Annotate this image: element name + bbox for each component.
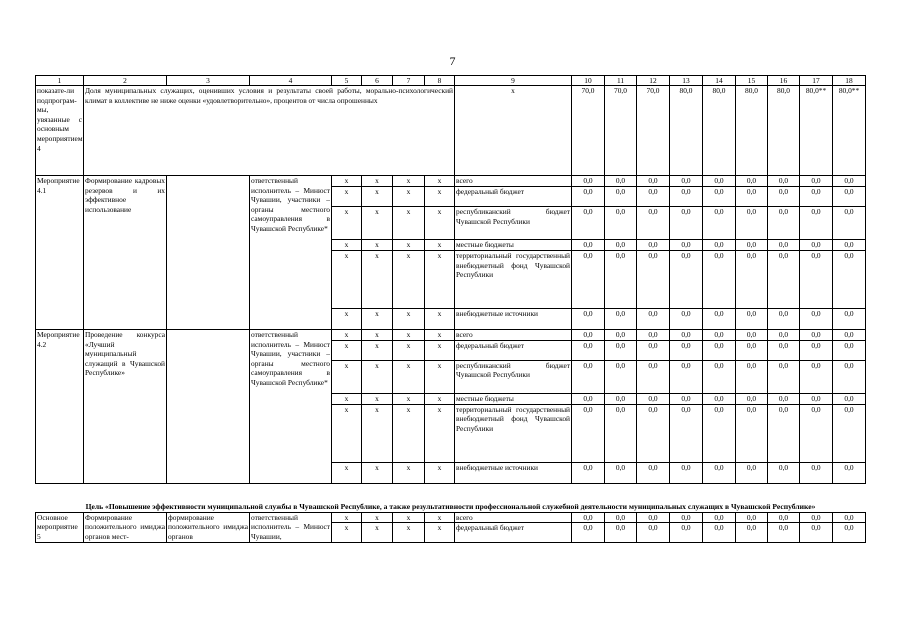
funding-value: 0,0 <box>736 309 768 330</box>
funding-value: 0,0 <box>670 240 703 251</box>
column-header: 13 <box>670 76 703 86</box>
funding-value: 0,0 <box>736 187 768 207</box>
funding-source: всего <box>455 512 572 523</box>
column-header: 3 <box>167 76 250 86</box>
column-header: 17 <box>800 76 833 86</box>
funding-value: 0,0 <box>736 340 768 360</box>
column-header: 2 <box>84 76 167 86</box>
funding-value: 0,0 <box>572 251 605 309</box>
indicator-row <box>36 86 866 176</box>
code-mark: x <box>425 251 455 309</box>
funding-value: 0,0 <box>703 187 736 207</box>
funding-value: 0,0 <box>605 176 637 187</box>
funding-value: 0,0 <box>605 187 637 207</box>
funding-value: 0,0 <box>572 240 605 251</box>
funding-value: 0,0 <box>768 309 800 330</box>
code-mark: x <box>332 512 362 523</box>
funding-value: 0,0 <box>572 340 605 360</box>
funding-value: 0,0 <box>800 251 833 309</box>
funding-value: 0,0 <box>670 404 703 462</box>
activity-label: Мероприятие 4.2 <box>36 330 84 484</box>
code-mark: x <box>425 462 455 483</box>
funding-value: 0,0 <box>572 404 605 462</box>
column-header: 14 <box>703 76 736 86</box>
column-header: 10 <box>572 76 605 86</box>
funding-source: внебюджетные источники <box>455 462 572 483</box>
funding-value: 0,0 <box>605 393 637 404</box>
funding-value: 0,0 <box>670 523 703 543</box>
activity-col3 <box>167 330 250 484</box>
code-mark: x <box>362 187 393 207</box>
code-mark: x <box>425 176 455 187</box>
code-mark: x <box>393 512 425 523</box>
funding-value: 0,0 <box>768 360 800 393</box>
funding-value: 0,0 <box>637 462 670 483</box>
responsible-executor: ответственный исполнитель – Минюст Чувашии, участники – органы местного самоуправления в Чувашской Республике* <box>250 330 332 484</box>
code-mark: x <box>332 176 362 187</box>
code-mark: x <box>362 512 393 523</box>
funding-value: 0,0 <box>833 207 866 240</box>
indicator-value: 80,0 <box>736 86 768 176</box>
funding-value: 0,0 <box>605 523 637 543</box>
funding-value: 0,0 <box>637 340 670 360</box>
funding-value: 0,0 <box>833 176 866 187</box>
funding-value: 0,0 <box>800 340 833 360</box>
code-mark: x <box>393 187 425 207</box>
page-number: 7 <box>449 54 456 68</box>
code-mark: x <box>425 207 455 240</box>
funding-value: 0,0 <box>768 176 800 187</box>
funding-value: 0,0 <box>703 251 736 309</box>
funding-value: 0,0 <box>605 462 637 483</box>
funding-value: 0,0 <box>768 393 800 404</box>
goal-heading: Цель «Повышение эффективности муниципальной службы в Чувашской Республике, а также результативности профессиональной служебной деятельности муниципальных служащих в Чувашской Республике» <box>85 501 816 511</box>
funding-value: 0,0 <box>703 523 736 543</box>
indicator-label: показате-ли подпрограм-мы, увязанные с основным мероприятием 4 <box>36 86 84 176</box>
code-mark: x <box>332 523 362 543</box>
code-mark: x <box>425 330 455 341</box>
funding-value: 0,0 <box>637 240 670 251</box>
code-mark: x <box>362 360 393 393</box>
funding-value: 0,0 <box>637 360 670 393</box>
funding-value: 0,0 <box>800 176 833 187</box>
funding-value: 0,0 <box>670 187 703 207</box>
code-mark: x <box>362 240 393 251</box>
budget-table <box>35 75 866 543</box>
funding-value: 0,0 <box>605 330 637 341</box>
code-mark: x <box>362 340 393 360</box>
code-mark: x <box>393 240 425 251</box>
funding-value: 0,0 <box>768 462 800 483</box>
code-mark: x <box>393 309 425 330</box>
indicator-value: 80,0 <box>670 86 703 176</box>
funding-value: 0,0 <box>572 330 605 341</box>
funding-value: 0,0 <box>572 207 605 240</box>
code-mark: x <box>362 393 393 404</box>
column-header: 6 <box>362 76 393 86</box>
indicator-value: 80,0** <box>800 86 833 176</box>
code-mark: x <box>425 240 455 251</box>
funding-value: 0,0 <box>736 393 768 404</box>
funding-value: 0,0 <box>605 512 637 523</box>
funding-value: 0,0 <box>637 404 670 462</box>
funding-value: 0,0 <box>800 462 833 483</box>
funding-value: 0,0 <box>637 309 670 330</box>
funding-value: 0,0 <box>736 240 768 251</box>
funding-value: 0,0 <box>833 251 866 309</box>
funding-source: федеральный бюджет <box>455 187 572 207</box>
funding-value: 0,0 <box>703 330 736 341</box>
funding-value: 0,0 <box>833 360 866 393</box>
funding-value: 0,0 <box>637 393 670 404</box>
funding-source: всего <box>455 330 572 341</box>
funding-source: внебюджетные источники <box>455 309 572 330</box>
funding-source: местные бюджеты <box>455 393 572 404</box>
funding-value: 0,0 <box>768 330 800 341</box>
funding-value: 0,0 <box>800 512 833 523</box>
funding-value: 0,0 <box>670 176 703 187</box>
funding-value: 0,0 <box>572 176 605 187</box>
funding-value: 0,0 <box>572 360 605 393</box>
funding-value: 0,0 <box>768 251 800 309</box>
funding-value: 0,0 <box>605 360 637 393</box>
funding-value: 0,0 <box>736 251 768 309</box>
funding-value: 0,0 <box>800 330 833 341</box>
funding-value: 0,0 <box>670 251 703 309</box>
column-header: 12 <box>637 76 670 86</box>
code-mark: x <box>332 393 362 404</box>
code-mark: x <box>425 512 455 523</box>
funding-value: 0,0 <box>670 360 703 393</box>
code-mark: x <box>362 251 393 309</box>
indicator-value: 70,0 <box>605 86 637 176</box>
funding-value: 0,0 <box>800 187 833 207</box>
funding-value: 0,0 <box>670 512 703 523</box>
funding-source: территориальный государственный внебюджетный фонд Чувашской Республики <box>455 251 572 309</box>
funding-value: 0,0 <box>605 309 637 330</box>
code-mark: x <box>362 462 393 483</box>
code-mark: x <box>332 360 362 393</box>
activity-label: Мероприятие 4.1 <box>36 176 84 330</box>
funding-source: всего <box>455 176 572 187</box>
column-header: 7 <box>393 76 425 86</box>
funding-value: 0,0 <box>736 523 768 543</box>
funding-value: 0,0 <box>800 393 833 404</box>
funding-value: 0,0 <box>572 187 605 207</box>
funding-value: 0,0 <box>572 462 605 483</box>
code-mark: x <box>425 404 455 462</box>
funding-value: 0,0 <box>670 462 703 483</box>
funding-value: 0,0 <box>768 523 800 543</box>
funding-value: 0,0 <box>736 512 768 523</box>
code-mark: x <box>393 523 425 543</box>
column-header: 18 <box>833 76 866 86</box>
column-header: 5 <box>332 76 362 86</box>
funding-value: 0,0 <box>800 404 833 462</box>
code-mark: x <box>332 330 362 341</box>
activity-label: Основное мероприятие 5 <box>36 512 84 543</box>
funding-value: 0,0 <box>768 512 800 523</box>
code-mark: x <box>425 340 455 360</box>
code-mark: x <box>393 462 425 483</box>
indicator-value: 80,0** <box>833 86 866 176</box>
funding-value: 0,0 <box>703 462 736 483</box>
code-mark: x <box>393 340 425 360</box>
funding-value: 0,0 <box>670 393 703 404</box>
code-mark: x <box>425 309 455 330</box>
funding-value: 0,0 <box>833 523 866 543</box>
funding-value: 0,0 <box>768 340 800 360</box>
funding-value: 0,0 <box>605 404 637 462</box>
activity-col3 <box>167 176 250 330</box>
funding-value: 0,0 <box>736 462 768 483</box>
funding-source: местные бюджеты <box>455 240 572 251</box>
funding-value: 0,0 <box>572 512 605 523</box>
code-mark: x <box>362 330 393 341</box>
activity-col3: формирование положительного имиджа органов <box>168 512 248 541</box>
funding-value: 0,0 <box>736 404 768 462</box>
funding-value: 0,0 <box>670 207 703 240</box>
funding-value: 0,0 <box>768 187 800 207</box>
funding-value: 0,0 <box>670 340 703 360</box>
code-mark: x <box>425 360 455 393</box>
goal-row <box>36 483 866 512</box>
code-mark: x <box>393 251 425 309</box>
funding-value: 0,0 <box>736 176 768 187</box>
funding-value: 0,0 <box>637 207 670 240</box>
column-header: 9 <box>455 76 572 86</box>
header-row <box>36 76 866 86</box>
column-header: 11 <box>605 76 637 86</box>
funding-value: 0,0 <box>736 330 768 341</box>
funding-row <box>36 512 866 523</box>
funding-value: 0,0 <box>833 512 866 523</box>
funding-value: 0,0 <box>833 309 866 330</box>
funding-value: 0,0 <box>637 176 670 187</box>
code-mark: x <box>332 207 362 240</box>
funding-source: республиканский бюджет Чувашской Республики <box>455 207 572 240</box>
column-header: 16 <box>768 76 800 86</box>
code-mark: x <box>393 360 425 393</box>
funding-row <box>36 176 866 187</box>
code-mark: x <box>425 187 455 207</box>
code-mark: x <box>362 207 393 240</box>
funding-value: 0,0 <box>703 360 736 393</box>
code-mark: x <box>332 309 362 330</box>
funding-source: федеральный бюджет <box>455 523 572 543</box>
funding-source: территориальный государственный внебюджетный фонд Чувашской Республики <box>455 404 572 462</box>
funding-value: 0,0 <box>637 512 670 523</box>
code-mark: x <box>362 309 393 330</box>
funding-value: 0,0 <box>800 207 833 240</box>
funding-value: 0,0 <box>768 404 800 462</box>
code-mark: x <box>362 176 393 187</box>
funding-value: 0,0 <box>833 462 866 483</box>
code-mark: x <box>332 240 362 251</box>
funding-value: 0,0 <box>637 330 670 341</box>
funding-value: 0,0 <box>833 404 866 462</box>
activity-name: Формирование положительного имиджа органов мест- <box>85 512 165 541</box>
funding-value: 0,0 <box>703 176 736 187</box>
indicator-value: 80,0 <box>768 86 800 176</box>
funding-row <box>36 330 866 341</box>
code-mark: x <box>425 393 455 404</box>
funding-value: 0,0 <box>572 309 605 330</box>
funding-value: 0,0 <box>833 330 866 341</box>
code-mark: x <box>332 251 362 309</box>
code-mark: x <box>393 393 425 404</box>
funding-value: 0,0 <box>833 240 866 251</box>
funding-value: 0,0 <box>670 309 703 330</box>
funding-value: 0,0 <box>637 251 670 309</box>
activity-name: Проведение конкурса «Лучший муниципальный служащий в Чувашской Республике» <box>84 330 167 484</box>
column-header: 15 <box>736 76 768 86</box>
code-mark: x <box>332 404 362 462</box>
code-mark: x <box>332 462 362 483</box>
funding-value: 0,0 <box>833 393 866 404</box>
funding-value: 0,0 <box>833 340 866 360</box>
responsible-executor: ответственный исполнитель – Минюст Чувашии, участники – органы местного самоуправления в Чувашской Республике* <box>250 176 332 330</box>
funding-value: 0,0 <box>637 187 670 207</box>
funding-value: 0,0 <box>572 393 605 404</box>
funding-value: 0,0 <box>800 523 833 543</box>
funding-value: 0,0 <box>703 404 736 462</box>
funding-value: 0,0 <box>605 340 637 360</box>
funding-value: 0,0 <box>605 240 637 251</box>
column-header: 1 <box>36 76 84 86</box>
funding-value: 0,0 <box>800 360 833 393</box>
indicator-value: 70,0 <box>637 86 670 176</box>
indicator-text: Доля муниципальных служащих, оценивших условия и результаты своей работы, морально-психологический климат в коллективе не ниже оценки «удовлетворительно», процентов от числа опрошенных <box>84 86 455 176</box>
funding-value: 0,0 <box>703 340 736 360</box>
funding-value: 0,0 <box>800 309 833 330</box>
funding-value: 0,0 <box>736 360 768 393</box>
indicator-value: 80,0 <box>703 86 736 176</box>
code-mark: x <box>393 176 425 187</box>
funding-value: 0,0 <box>670 330 703 341</box>
funding-value: 0,0 <box>703 309 736 330</box>
funding-value: 0,0 <box>703 512 736 523</box>
funding-value: 0,0 <box>637 523 670 543</box>
code-mark: x <box>393 404 425 462</box>
funding-source: федеральный бюджет <box>455 340 572 360</box>
code-mark: x <box>332 187 362 207</box>
code-mark: x <box>362 404 393 462</box>
funding-value: 0,0 <box>605 251 637 309</box>
code-mark: x <box>393 207 425 240</box>
column-header: 4 <box>250 76 332 86</box>
funding-value: 0,0 <box>703 207 736 240</box>
code-mark: x <box>332 340 362 360</box>
code-mark: x <box>425 523 455 543</box>
funding-value: 0,0 <box>800 240 833 251</box>
funding-value: 0,0 <box>572 523 605 543</box>
funding-source: республиканский бюджет Чувашской Республики <box>455 360 572 393</box>
activity-name: Формирование кадровых резервов и их эффективное использование <box>84 176 167 330</box>
code-mark: x <box>362 523 393 543</box>
responsible-executor: ответственный исполнитель – Минюст Чувашии, <box>251 512 330 541</box>
column-header: 8 <box>425 76 455 86</box>
funding-value: 0,0 <box>703 393 736 404</box>
funding-value: 0,0 <box>768 207 800 240</box>
funding-value: 0,0 <box>605 207 637 240</box>
funding-value: 0,0 <box>833 187 866 207</box>
funding-value: 0,0 <box>768 240 800 251</box>
funding-value: 0,0 <box>703 240 736 251</box>
indicator-value: 70,0 <box>572 86 605 176</box>
funding-value: 0,0 <box>736 207 768 240</box>
code-mark: x <box>393 330 425 341</box>
indicator-mark: x <box>455 86 572 176</box>
